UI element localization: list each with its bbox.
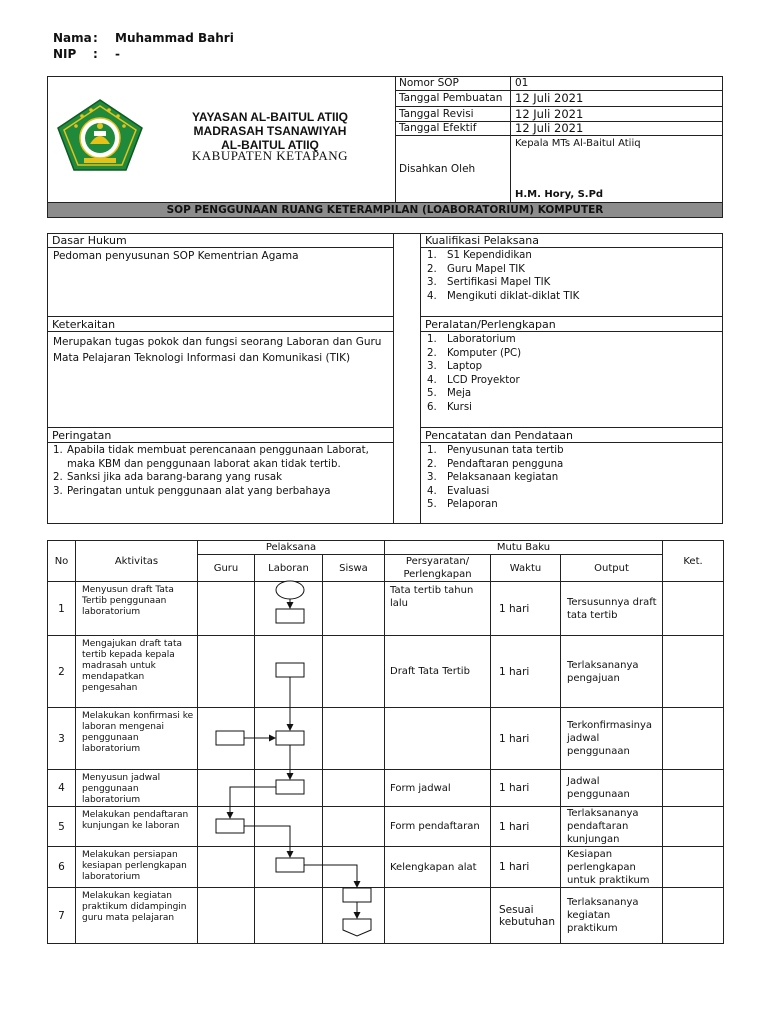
row-aktivitas: Melakukan pendaftaran kunjungan ke laboran xyxy=(76,807,198,847)
kualifikasi-list xyxy=(427,249,717,303)
peralatan-item-text: Komputer (PC) xyxy=(447,347,522,359)
row-number: 1 xyxy=(48,582,76,636)
peralatan-item-text: Kursi xyxy=(447,401,472,413)
header-output: Output xyxy=(561,555,663,582)
row-guru xyxy=(198,847,255,888)
row-aktivitas: Menyusun draft Tata Tertib penggunaan laboratorium xyxy=(76,582,198,636)
row-number: 6 xyxy=(48,847,76,888)
row-laboran xyxy=(255,888,323,944)
row-number: 7 xyxy=(48,888,76,944)
pencatatan-item-text: Pendaftaran pengguna xyxy=(447,458,564,470)
kualifikasi-item-number: 3. xyxy=(427,277,437,288)
peralatan-item xyxy=(427,360,717,374)
row-siswa xyxy=(323,770,385,807)
nip-value: - xyxy=(115,47,120,61)
row-number: 4 xyxy=(48,770,76,807)
row-aktivitas: Melakukan konfirmasi ke laboran mengenai penggunaan laboratorium xyxy=(76,708,198,770)
row-siswa xyxy=(323,807,385,847)
table-row xyxy=(48,708,724,770)
disahkan-name: H.M. Hory, S.Pd xyxy=(515,188,604,200)
row-output: Jadwal penggunaan xyxy=(561,770,663,807)
row-siswa xyxy=(323,847,385,888)
row-ket xyxy=(663,582,724,636)
pencatatan-item xyxy=(427,485,717,499)
kualifikasi-header: Kualifikasi Pelaksana xyxy=(421,234,722,248)
row-number: 3 xyxy=(48,708,76,770)
pencatatan-header: Pencatatan dan Pendataan xyxy=(421,429,722,443)
row-aktivitas: Menyusun jadwal penggunaan laboratorium xyxy=(76,770,198,807)
row-siswa xyxy=(323,708,385,770)
identity-block xyxy=(53,30,234,62)
row-waktu: 1 hari xyxy=(491,636,561,708)
peralatan-item-number: 2. xyxy=(427,347,437,359)
divider xyxy=(48,427,393,428)
pencatatan-item-number: 1. xyxy=(427,445,437,456)
pencatatan-item xyxy=(427,444,717,458)
sop-title: SOP PENGGUNAAN RUANG KETERAMPILAN (LOABORATORIUM) KOMPUTER xyxy=(47,202,723,218)
tanggal-revisi-label: Tanggal Revisi xyxy=(399,107,474,120)
keterkaitan-text: Merupakan tugas pokok dan fungsi seorang Laboran dan Guru Mata Pelajaran Teknologi Informasi dan Komunikasi (TIK) xyxy=(53,336,382,364)
tanggal-efektif-value: 12 Juli 2021 xyxy=(515,121,584,135)
header-siswa: Siswa xyxy=(323,555,385,582)
nip-colon: : xyxy=(93,47,98,61)
row-ket xyxy=(663,636,724,708)
kualifikasi-item-number: 4. xyxy=(427,290,437,302)
peringatan-item xyxy=(53,485,388,499)
header-pelaksana: Pelaksana xyxy=(198,541,385,555)
kualifikasi-item-text: Mengikuti diklat-diklat TIK xyxy=(447,290,580,302)
row-persyaratan: Kelengkapan alat xyxy=(385,847,491,888)
madrasah-logo-icon xyxy=(56,98,144,172)
row-number: 2 xyxy=(48,636,76,708)
peringatan-item-text: Sanksi jika ada barang-barang yang rusak xyxy=(67,472,283,483)
sop-info-grid xyxy=(395,76,723,202)
peralatan-item xyxy=(427,387,717,401)
row-output: Terlaksananya pendaftaran kunjungan xyxy=(561,807,663,847)
table-row xyxy=(48,770,724,807)
row-persyaratan xyxy=(385,708,491,770)
pencatatan-list xyxy=(427,444,717,512)
row-guru xyxy=(198,636,255,708)
header-ket: Ket. xyxy=(663,541,724,582)
row-waktu: 1 hari xyxy=(491,807,561,847)
row-persyaratan: Form jadwal xyxy=(385,770,491,807)
disahkan-label: Disahkan Oleh xyxy=(399,162,476,175)
divider xyxy=(48,316,393,317)
peringatan-item-number: 3. xyxy=(53,485,63,497)
peralatan-item-number: 1. xyxy=(427,334,437,345)
header-guru: Guru xyxy=(198,555,255,582)
row-waktu: Sesuai kebutuhan xyxy=(491,888,561,944)
row-ket xyxy=(663,847,724,888)
header-aktivitas: Aktivitas xyxy=(76,541,198,582)
dasar-hukum-text: Pedoman penyusunan SOP Kementrian Agama xyxy=(53,250,299,262)
peralatan-item-text: Meja xyxy=(447,388,472,399)
column-gap xyxy=(394,233,420,524)
row-persyaratan: Form pendaftaran xyxy=(385,807,491,847)
row-output: Terkonfirmasinya jadwal penggunaan xyxy=(561,708,663,770)
row-output: Terlaksananya kegiatan praktikum xyxy=(561,888,663,944)
peralatan-item-text: Laptop xyxy=(447,361,483,372)
divider xyxy=(421,427,722,428)
keterkaitan-header: Keterkaitan xyxy=(48,318,393,332)
pencatatan-item-number: 2. xyxy=(427,458,437,470)
kualifikasi-item xyxy=(427,276,717,290)
row-laboran xyxy=(255,582,323,636)
row-laboran xyxy=(255,708,323,770)
row-aktivitas: Melakukan persiapan kesiapan perlengkapan laboratorium xyxy=(76,847,198,888)
row-guru xyxy=(198,582,255,636)
header-laboran: Laboran xyxy=(255,555,323,582)
kualifikasi-item-number: 2. xyxy=(427,263,437,275)
header-waktu: Waktu xyxy=(491,555,561,582)
pencatatan-item-text: Penyusunan tata tertib xyxy=(447,445,564,456)
peralatan-item xyxy=(427,347,717,361)
row-output: Tersusunnya draft tata tertib xyxy=(561,582,663,636)
divider xyxy=(421,316,722,317)
kualifikasi-item-number: 1. xyxy=(427,250,437,261)
peralatan-item-number: 6. xyxy=(427,401,437,413)
peralatan-item xyxy=(427,374,717,388)
nomor-sop-value: 01 xyxy=(515,77,529,89)
nomor-sop-label: Nomor SOP xyxy=(399,77,459,89)
institution-line-3: AL-BAITUL ATIIQ xyxy=(221,138,319,152)
pencatatan-item-number: 3. xyxy=(427,472,437,483)
peralatan-item-number: 3. xyxy=(427,361,437,372)
header-no: No xyxy=(48,541,76,582)
row-guru xyxy=(198,708,255,770)
kualifikasi-item-text: Sertifikasi Mapel TIK xyxy=(447,277,551,288)
kualifikasi-item-text: Guru Mapel TIK xyxy=(447,263,525,275)
pencatatan-item xyxy=(427,498,717,512)
kualifikasi-item xyxy=(427,263,717,277)
peralatan-item-number: 4. xyxy=(427,374,437,386)
tanggal-efektif-label: Tanggal Efektif xyxy=(399,122,477,134)
table-row xyxy=(48,847,724,888)
pencatatan-item xyxy=(427,471,717,485)
row-guru xyxy=(198,807,255,847)
peralatan-item xyxy=(427,333,717,347)
row-ket xyxy=(663,708,724,770)
row-number: 5 xyxy=(48,807,76,847)
row-laboran xyxy=(255,807,323,847)
disahkan-role: Kepala MTs Al-Baitul Atiiq xyxy=(515,137,641,149)
peralatan-item-text: LCD Proyektor xyxy=(447,374,520,386)
peralatan-list xyxy=(427,333,717,414)
peralatan-item xyxy=(427,401,717,415)
table-row xyxy=(48,807,724,847)
row-persyaratan xyxy=(385,888,491,944)
row-guru xyxy=(198,888,255,944)
header-mutu-baku: Mutu Baku xyxy=(385,541,663,555)
peringatan-item xyxy=(53,444,388,471)
table-row xyxy=(48,888,724,944)
row-ket xyxy=(663,770,724,807)
row-ket xyxy=(663,888,724,944)
table-row xyxy=(48,582,724,636)
tanggal-pembuatan-value: 12 Juli 2021 xyxy=(515,91,584,105)
pencatatan-item-text: Evaluasi xyxy=(447,485,490,497)
pencatatan-item-text: Pelaksanaan kegiatan xyxy=(447,472,559,483)
peringatan-item-text: Peringatan untuk penggunaan alat yang berbahaya xyxy=(67,485,331,497)
row-laboran xyxy=(255,770,323,807)
pencatatan-item xyxy=(427,458,717,472)
peralatan-item-number: 5. xyxy=(427,388,437,399)
row-ket xyxy=(663,807,724,847)
row-persyaratan: Tata tertib tahun lalu xyxy=(385,582,491,636)
nama-value: Muhammad Bahri xyxy=(115,31,234,45)
row-waktu: 1 hari xyxy=(491,708,561,770)
row-laboran xyxy=(255,847,323,888)
header-persyaratan: Persyaratan/ Perlengkapan xyxy=(385,555,491,582)
row-waktu: 1 hari xyxy=(491,582,561,636)
row-siswa xyxy=(323,636,385,708)
row-guru xyxy=(198,770,255,807)
kualifikasi-item xyxy=(427,249,717,263)
peralatan-item-text: Laboratorium xyxy=(447,334,516,345)
row-laboran xyxy=(255,636,323,708)
peringatan-list xyxy=(53,444,388,498)
peralatan-header: Peralatan/Perlengkapan xyxy=(421,318,722,332)
peringatan-item-number: 2. xyxy=(53,472,63,483)
row-waktu: 1 hari xyxy=(491,770,561,807)
institution-line-2: MADRASAH TSANAWIYAH xyxy=(193,124,347,138)
kualifikasi-item xyxy=(427,290,717,304)
peringatan-item xyxy=(53,471,388,485)
institution-line-1: YAYASAN AL-BAITUL ATIIQ xyxy=(191,110,349,124)
institution-regency: KABUPATEN KETAPANG xyxy=(191,148,349,163)
row-aktivitas: Mengajukan draft tata tertib kepada kepala madrasah untuk mendapatkan pengesahan xyxy=(76,636,198,708)
nip-label: NIP xyxy=(53,47,77,61)
row-siswa xyxy=(323,888,385,944)
pencatatan-item-number: 5. xyxy=(427,499,437,510)
tanggal-pembuatan-label: Tanggal Pembuatan xyxy=(399,92,503,104)
row-siswa xyxy=(323,582,385,636)
pencatatan-item-text: Pelaporan xyxy=(447,499,498,510)
table-row xyxy=(48,636,724,708)
nama-colon: : xyxy=(93,31,98,45)
row-output: Kesiapan perlengkapan untuk praktikum xyxy=(561,847,663,888)
tanggal-revisi-value: 12 Juli 2021 xyxy=(515,106,584,121)
row-persyaratan: Draft Tata Tertib xyxy=(385,636,491,708)
peringatan-header: Peringatan xyxy=(48,429,393,443)
nama-label: Nama xyxy=(53,31,92,45)
sop-procedure-table xyxy=(47,540,724,944)
peringatan-item-text: Apabila tidak membuat perencanaan penggunaan Laborat, maka KBM dan penggunaan laborat akan tidak tertib. xyxy=(67,445,369,470)
row-aktivitas: Melakukan kegiatan praktikum didampingin guru mata pelajaran xyxy=(76,888,198,944)
row-waktu: 1 hari xyxy=(491,847,561,888)
pencatatan-item-number: 4. xyxy=(427,485,437,497)
row-output: Terlaksananya pengajuan xyxy=(561,636,663,708)
kualifikasi-item-text: S1 Kependidikan xyxy=(447,250,532,261)
dasar-hukum-header: Dasar Hukum xyxy=(48,234,393,248)
peringatan-item-number: 1. xyxy=(53,445,63,456)
institution-name xyxy=(150,110,390,152)
